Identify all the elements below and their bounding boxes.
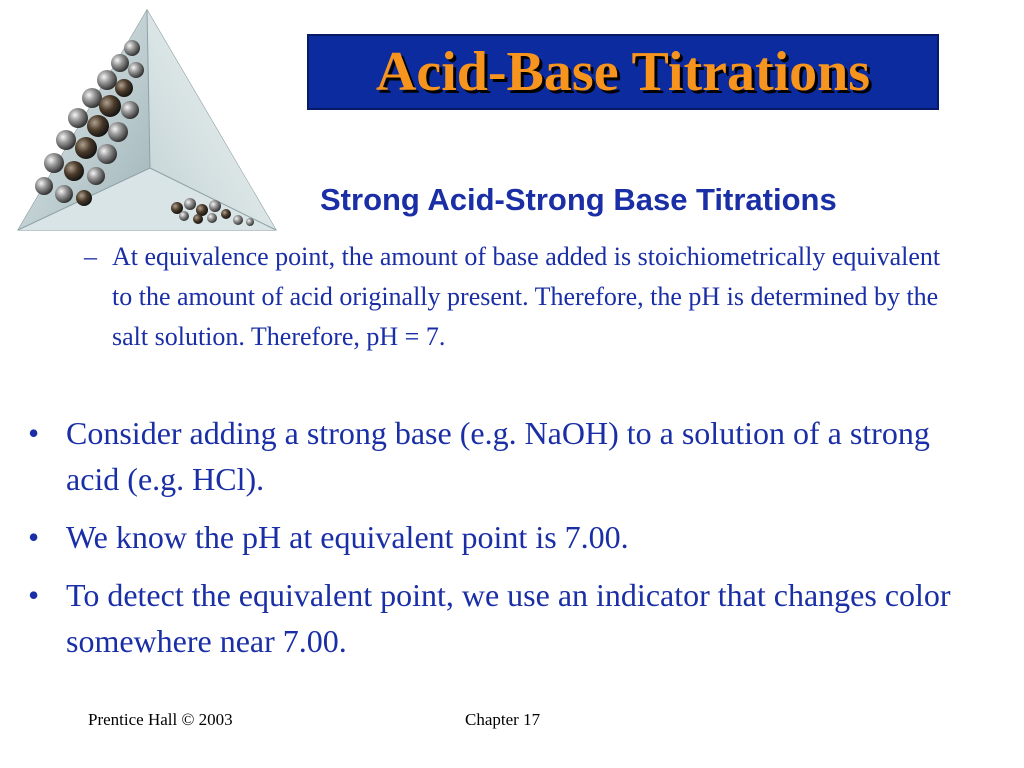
footer-chapter: Chapter 17 <box>465 710 541 729</box>
bullet-item <box>28 514 988 560</box>
bullet-text: To detect the equivalent point, we use an indicator that changes color somewhere near 7.00. <box>66 577 951 659</box>
bullet-text: Consider adding a strong base (e.g. NaOH) to a solution of a strong acid (e.g. HCl). <box>66 415 930 497</box>
bullet-marker: • <box>28 415 40 451</box>
bullet-item <box>28 572 988 664</box>
dash-marker: – <box>84 242 97 271</box>
bullet-text: We know the pH at equivalent point is 7.00. <box>66 519 629 555</box>
title-banner <box>307 34 939 110</box>
bullet-marker: • <box>28 577 40 613</box>
slide-subtitle: Strong Acid-Strong Base Titrations <box>320 182 837 217</box>
sub-bullet-item <box>84 237 964 357</box>
sub-bullet-text: At equivalence point, the amount of base added is stoichiometrically equivalent to the amount of acid originally present. Therefore, the pH is determined by the salt solution. Therefore, pH = 7. <box>112 242 941 351</box>
bullet-list <box>28 410 988 676</box>
bullet-marker: • <box>28 519 40 555</box>
molecular-pyramid-icon <box>12 8 282 238</box>
bullet-item <box>28 410 988 502</box>
slide-title: Acid-Base Titrations <box>375 41 871 103</box>
footer-copyright: Prentice Hall © 2003 <box>88 710 233 729</box>
